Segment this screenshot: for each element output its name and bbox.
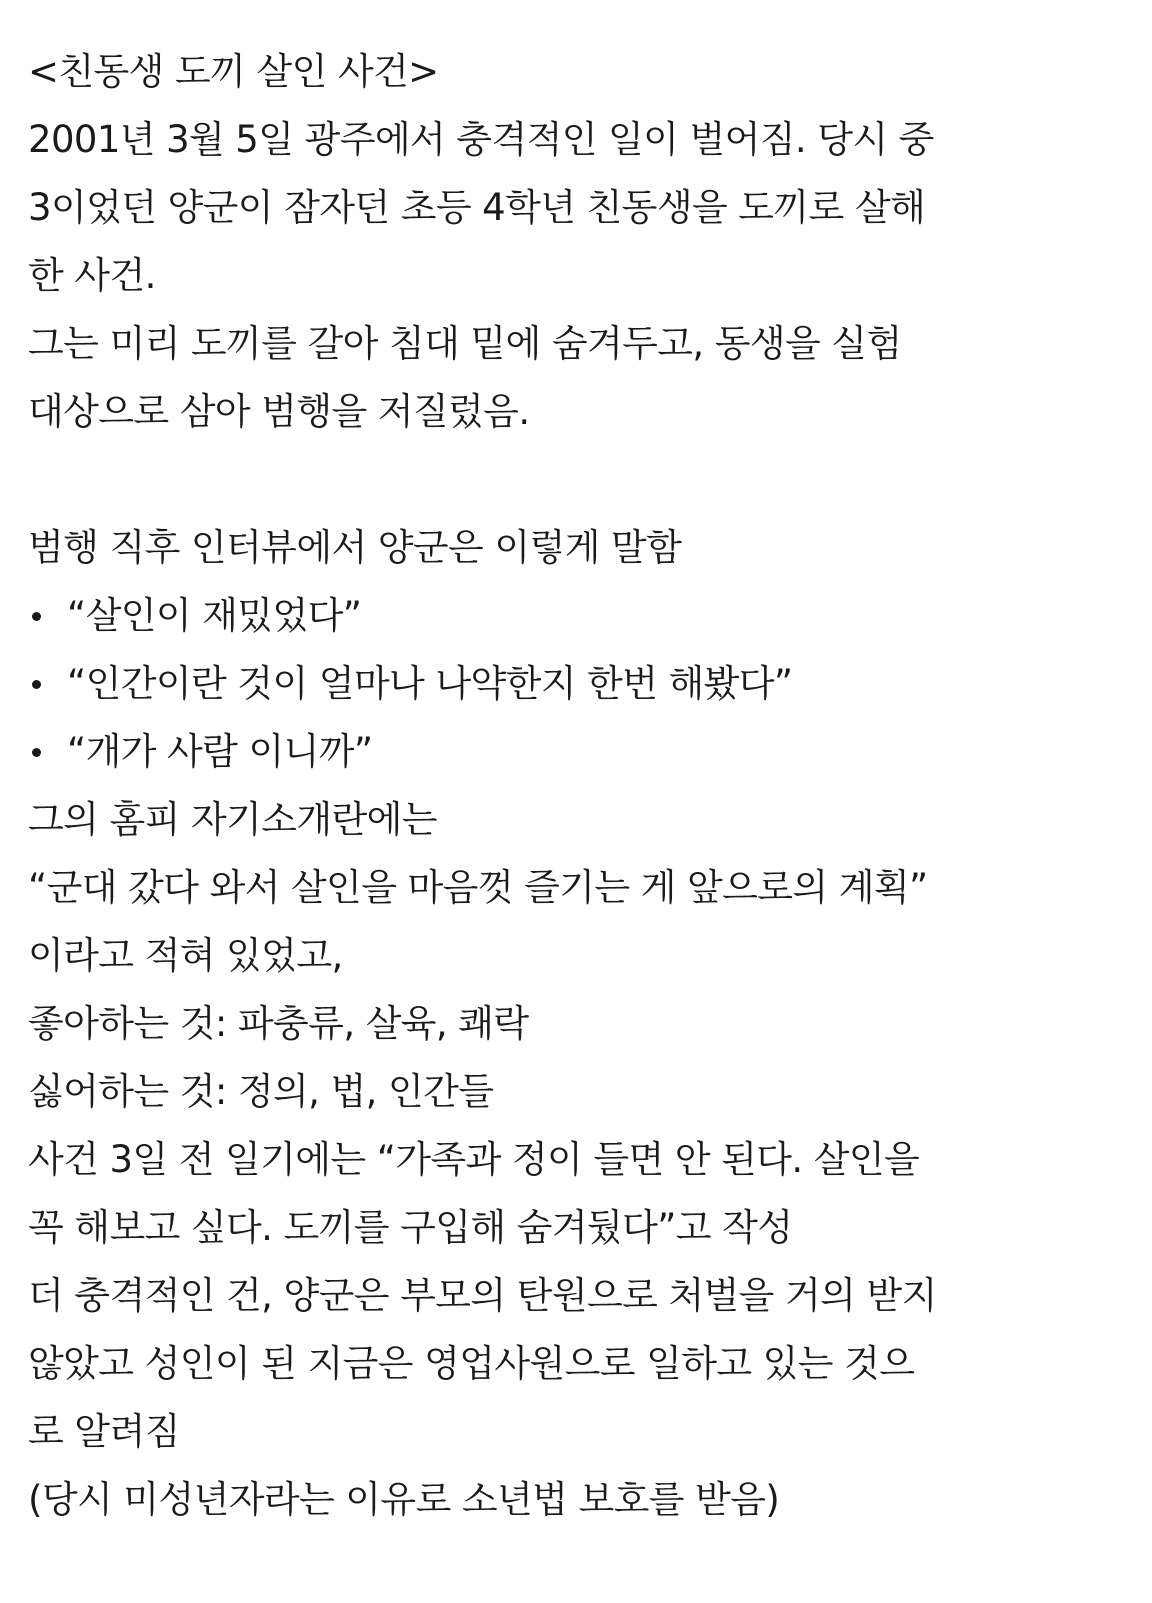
bullet-icon	[32, 680, 41, 689]
body-line: “군대 갔다 와서 살인을 마음껏 즐기는 게 앞으로의 계획”	[28, 866, 928, 909]
body-line: 로 알려짐	[28, 1410, 180, 1453]
quote-item	[28, 650, 1122, 718]
body-line: 사건 3일 전 일기에는 “가족과 정이 들면 안 된다. 살인을	[28, 1138, 920, 1181]
body-line: 더 충격적인 건, 양군은 부모의 탄원으로 처벌을 거의 받지	[28, 1274, 937, 1317]
intro-line: 그는 미리 도끼를 갈아 침대 밑에 숨겨두고, 동생을 실험	[28, 322, 902, 365]
intro-line: 2001년 3월 5일 광주에서 충격적인 일이 벌어짐. 당시 중	[28, 118, 934, 161]
quote-item	[28, 718, 1122, 786]
paragraph-spacer	[28, 446, 1122, 514]
body-line: 않았고 성인이 된 지금은 영업사원으로 일하고 있는 것으	[28, 1342, 915, 1385]
body-line: 좋아하는 것: 파충류, 살육, 쾌락	[28, 1002, 529, 1045]
bullet-icon	[32, 612, 41, 621]
quote-text: “살인이 재밌었다”	[67, 594, 362, 637]
body-line: 그의 홈피 자기소개란에는	[28, 798, 437, 841]
intro-line: 대상으로 삼아 범행을 저질렀음.	[28, 390, 530, 433]
intro-line: 3이었던 양군이 잠자던 초등 4학년 친동생을 도끼로 살해	[28, 186, 926, 229]
quote-list	[28, 582, 1122, 786]
quote-item	[28, 582, 1122, 650]
post-title: <친동생 도끼 살인 사건>	[28, 50, 439, 93]
body-line: (당시 미성년자라는 이유로 소년법 보호를 받음)	[28, 1478, 780, 1521]
quote-text: “개가 사람 이니까”	[67, 730, 373, 773]
body-line: 싫어하는 것: 정의, 법, 인간들	[28, 1070, 494, 1113]
body-line: 꼭 해보고 싶다. 도끼를 구입해 숨겨뒀다”고 작성	[28, 1206, 793, 1249]
body-line: 이라고 적혀 있었고,	[28, 934, 343, 977]
interview-intro: 범행 직후 인터뷰에서 양군은 이렇게 말함	[28, 526, 682, 569]
intro-line: 한 사건.	[28, 254, 156, 297]
quote-text: “인간이란 것이 얼마나 나약한지 한번 해봤다”	[67, 662, 793, 705]
bullet-icon	[32, 748, 41, 757]
